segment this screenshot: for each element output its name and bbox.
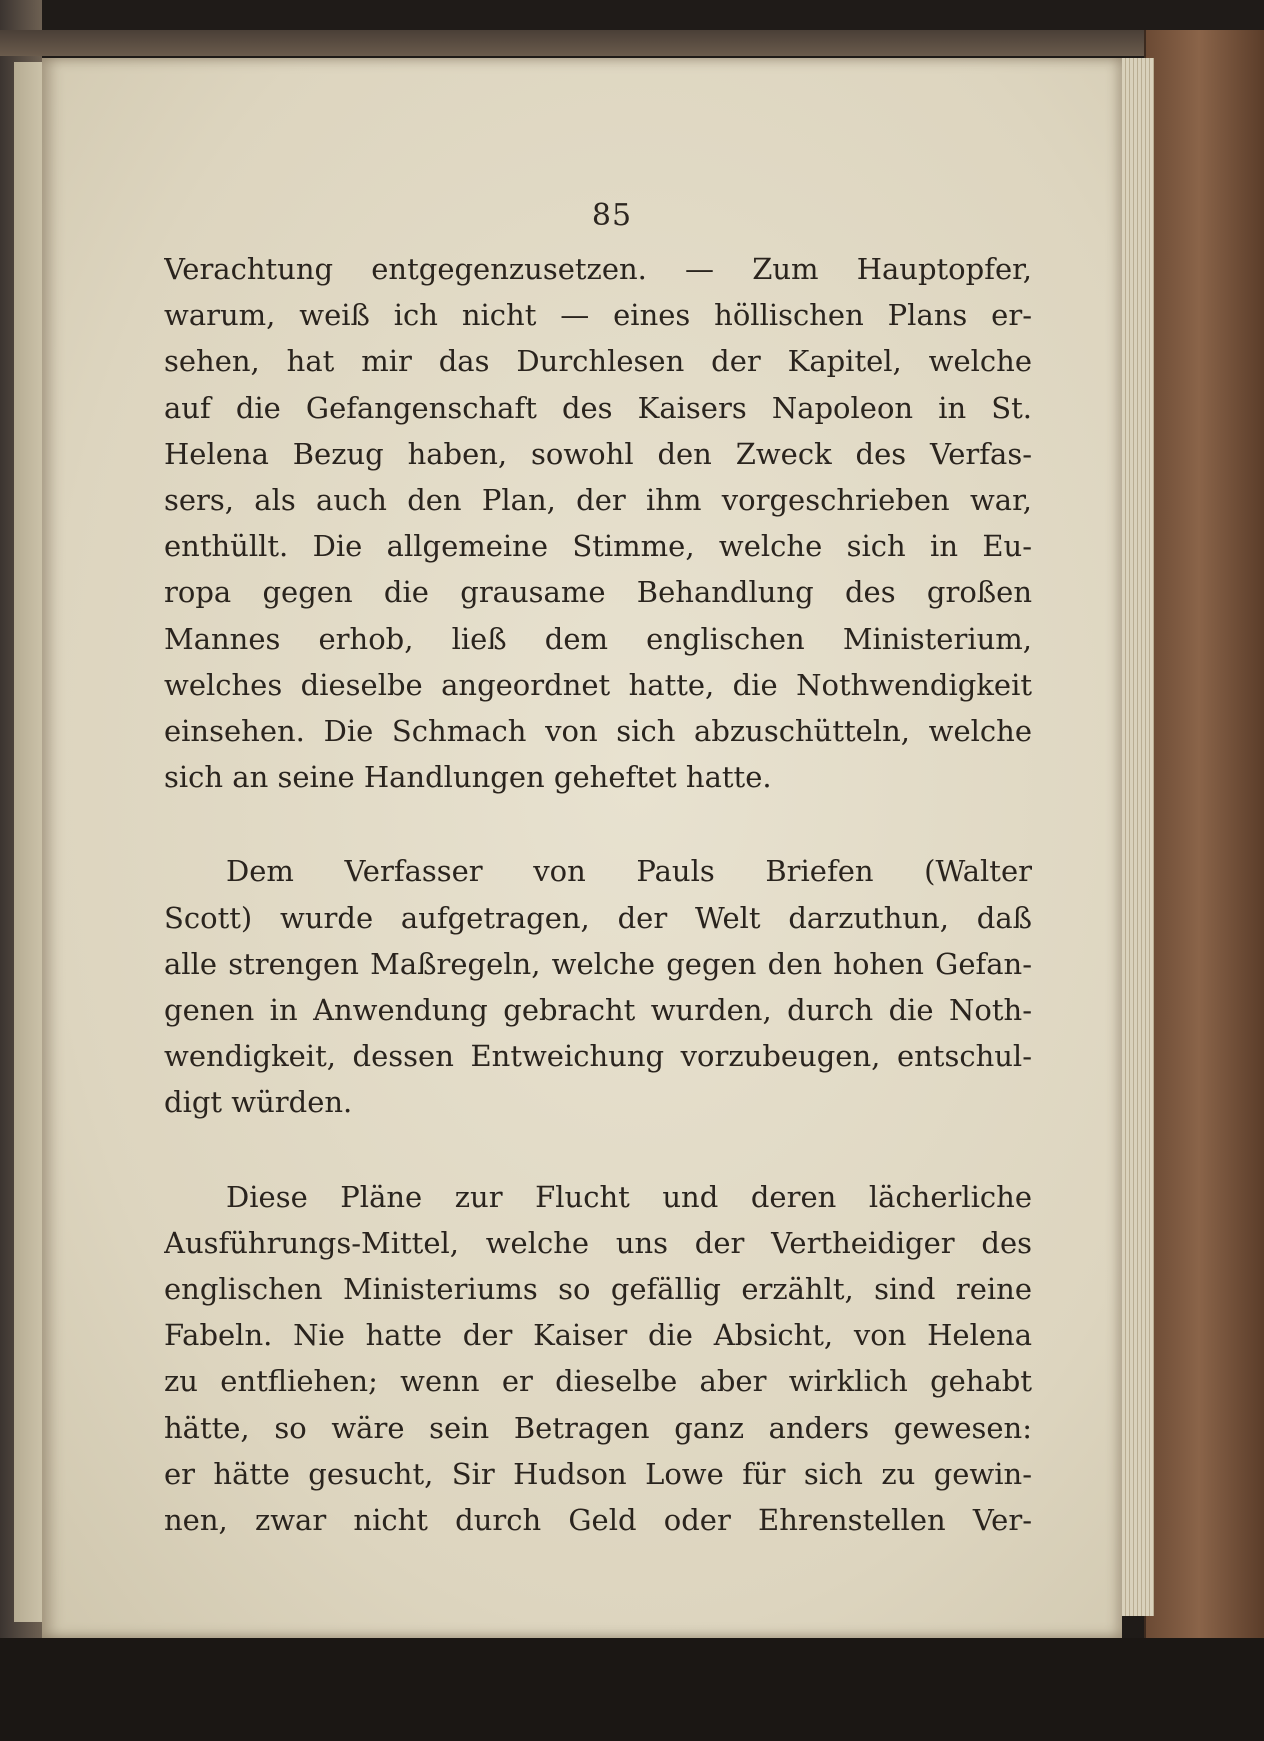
page-text	[164, 246, 1032, 1543]
text-line: Verachtung entgegenzusetzen. — Zum Hauptopfer,	[164, 252, 1032, 286]
text-line: nen, zwar nicht durch Geld oder Ehrenstellen Ver-	[164, 1503, 1032, 1538]
paragraph-2	[164, 848, 1032, 1125]
text-line: ropa gegen die grausame Behandlung des großen	[164, 575, 1032, 610]
text-line: englischen Ministeriums so gefällig erzählt, sind reine	[164, 1272, 1032, 1307]
text-line: Ausführungs-Mittel, welche uns der Vertheidiger des	[164, 1225, 1032, 1260]
paragraph-1	[164, 246, 1032, 800]
text-line: enthüllt. Die allgemeine Stimme, welche sich in Eu-	[164, 529, 1032, 564]
text-line: auf die Gefangenschaft des Kaisers Napoleon in St.	[164, 390, 1032, 425]
text-line: warum, weiß ich nicht — eines höllischen Plans er-	[164, 298, 1032, 333]
text-line: digt würden.	[164, 1085, 353, 1120]
text-line: Dem Verfasser von Pauls Briefen (Walter	[226, 854, 1032, 889]
text-line: Scott) wurde aufgetragen, der Welt darzuthun, daß	[164, 900, 1032, 935]
text-line: einsehen. Die Schmach von sich abzuschütteln, welche	[164, 714, 1032, 749]
text-line: Diese Pläne zur Flucht und deren lächerliche	[226, 1179, 1032, 1214]
text-line: alle strengen Maßregeln, welche gegen den hohen Gefan-	[164, 946, 1032, 981]
text-line: sers, als auch den Plan, der ihm vorgeschrieben war,	[164, 483, 1032, 518]
text-line: sehen, hat mir das Durchlesen der Kapitel, welche	[164, 344, 1032, 379]
text-line: sich an seine Handlungen geheftet hatte.	[164, 760, 772, 795]
text-line: wendigkeit, dessen Entweichung vorzubeugen, entschul-	[164, 1039, 1032, 1074]
page-edges-stack	[1118, 58, 1154, 1616]
book-page	[42, 58, 1122, 1638]
text-line: er hätte gesucht, Sir Hudson Lowe für sich zu gewin-	[164, 1456, 1032, 1491]
text-line: welches dieselbe angeordnet hatte, die Nothwendigkeit	[164, 667, 1032, 702]
scan-background-bottom	[0, 1638, 1264, 1741]
paragraph-3	[164, 1174, 1032, 1544]
text-line: zu entfliehen; wenn er dieselbe aber wirklich gehabt	[164, 1364, 1032, 1399]
text-line: hätte, so wäre sein Betragen ganz anders gewesen:	[164, 1410, 1032, 1445]
book-cover-right	[1144, 30, 1264, 1660]
text-line: genen in Anwendung gebracht wurden, durch die Noth-	[164, 993, 1032, 1028]
text-line: Fabeln. Nie hatte der Kaiser die Absicht, von Helena	[164, 1318, 1032, 1353]
book-cover-top	[0, 30, 1264, 56]
text-line: Helena Bezug haben, sowohl den Zweck des Verfas-	[164, 436, 1032, 471]
page-number: 85	[591, 198, 633, 233]
text-line: Mannes erhob, ließ dem englischen Ministerium,	[164, 621, 1032, 656]
